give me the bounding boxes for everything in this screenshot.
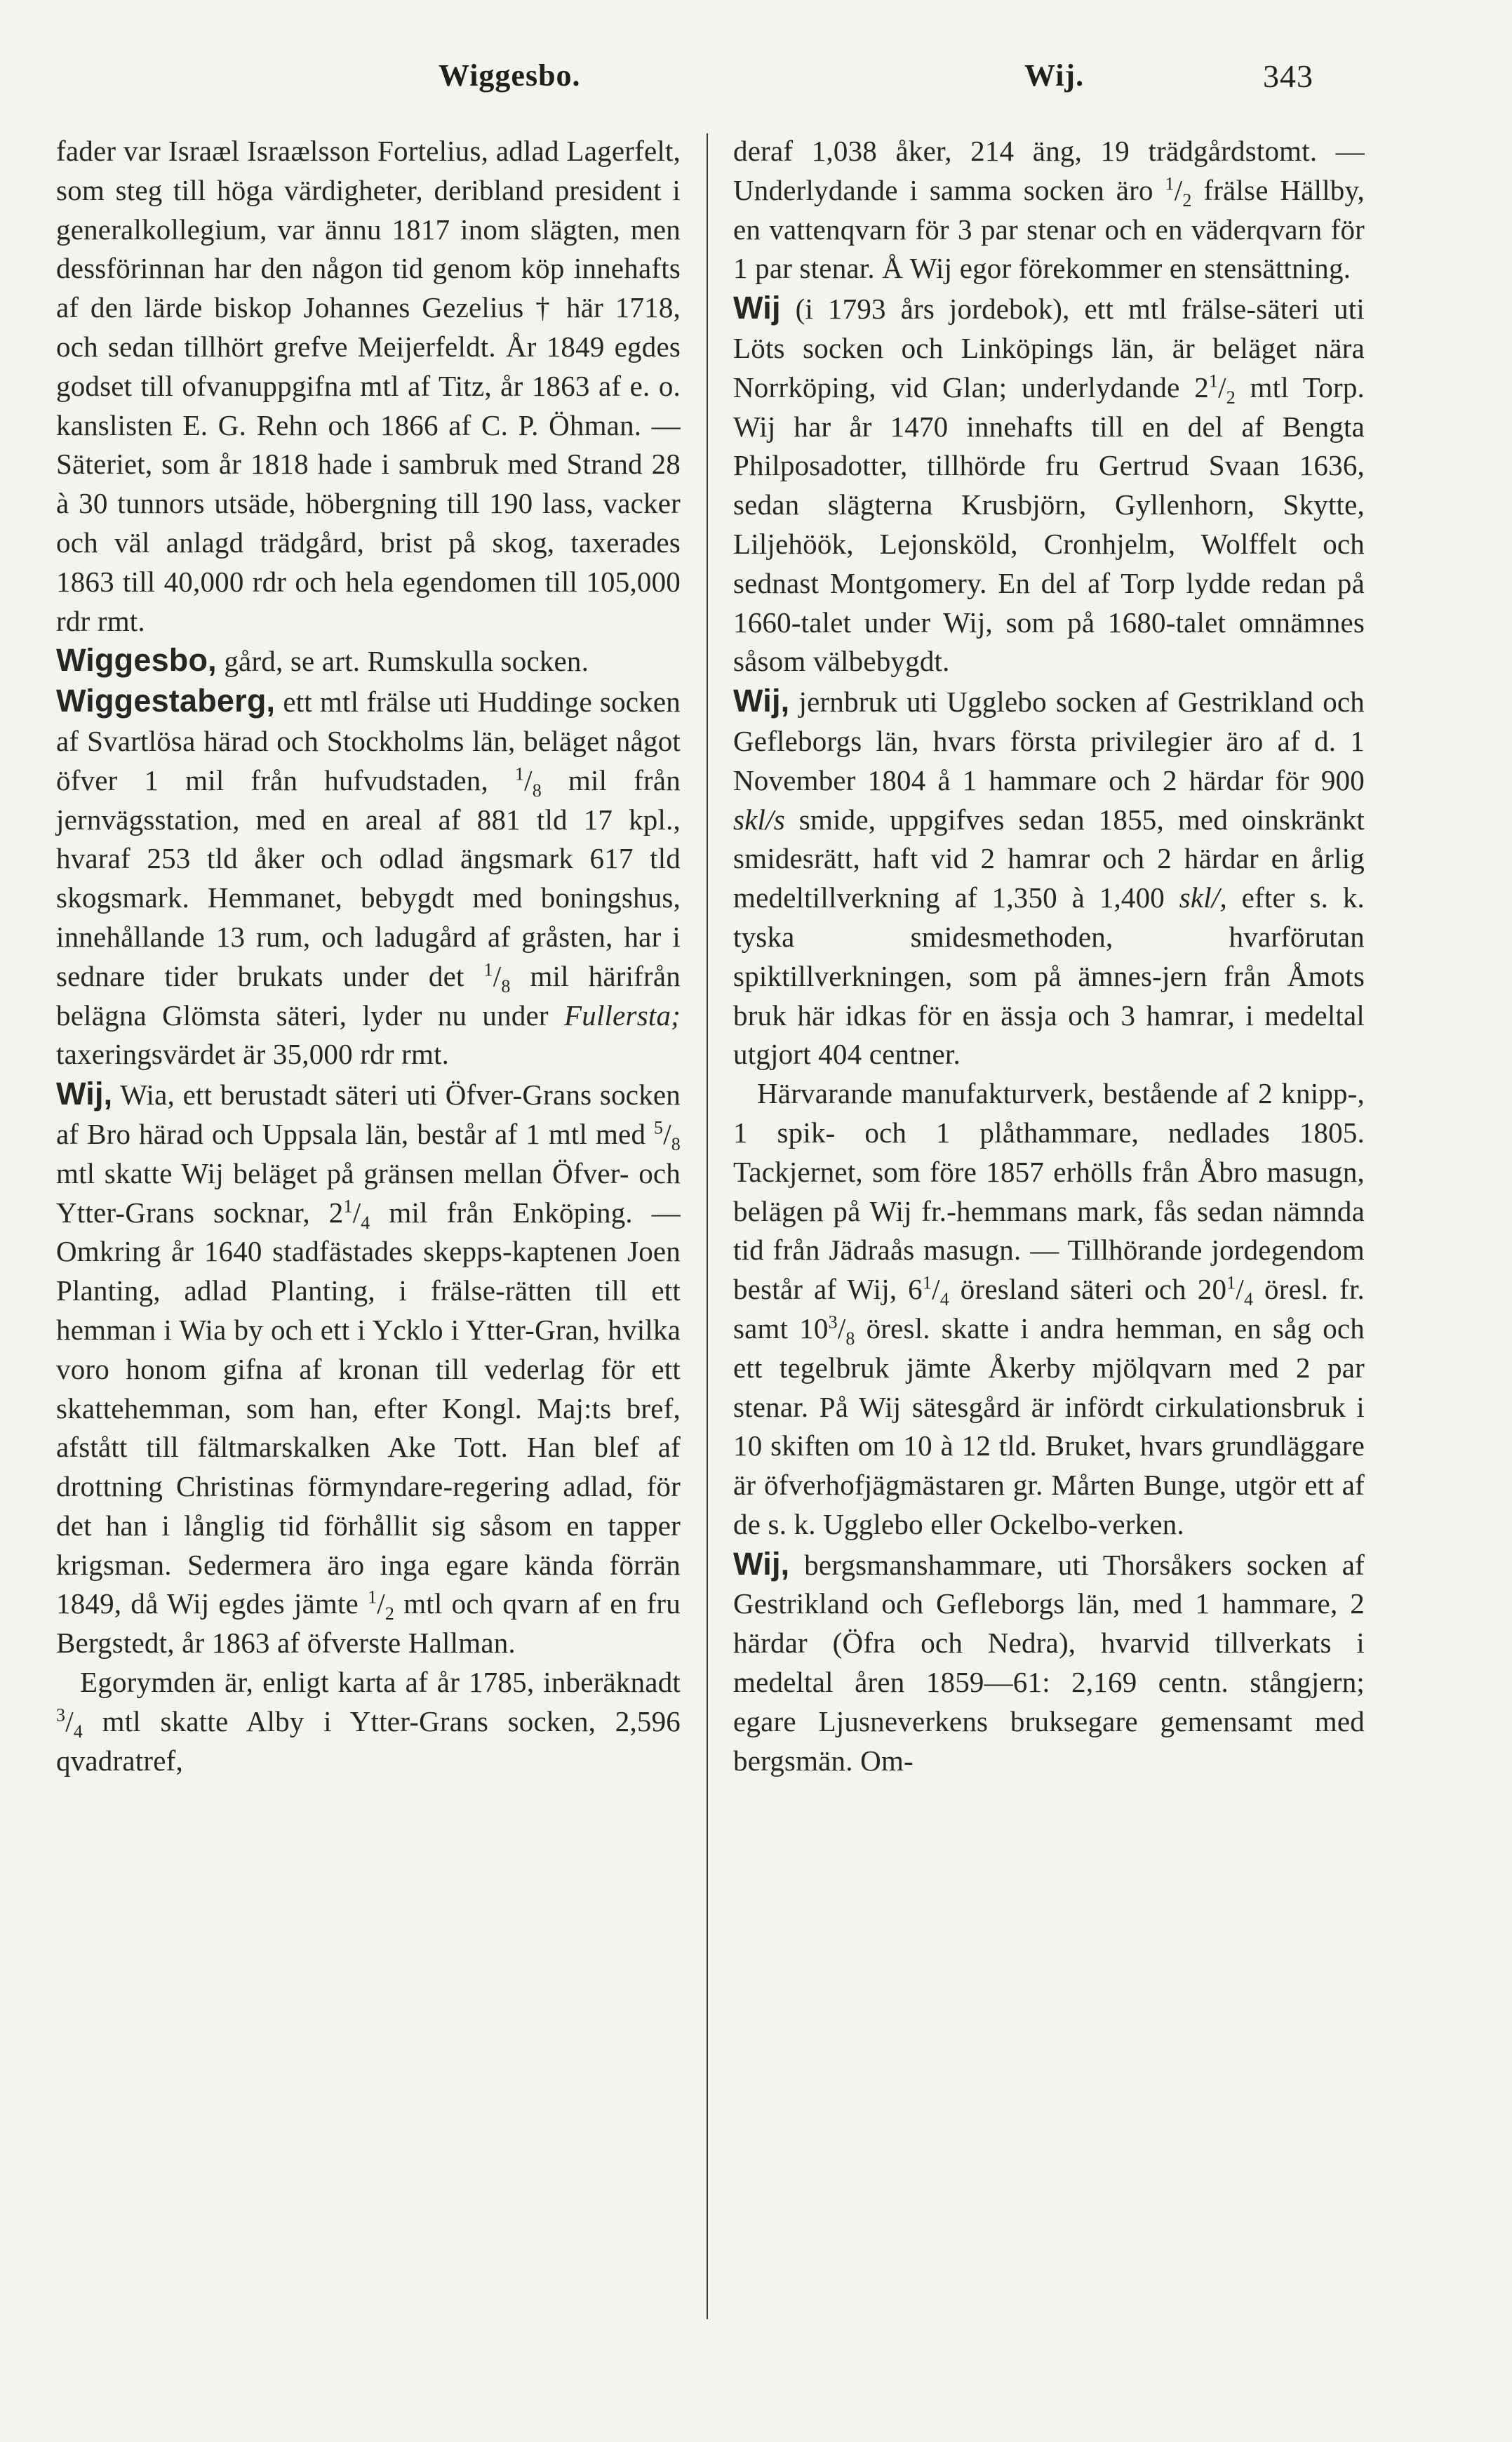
paragraph-manufakturverk: Härvarande manufakturverk, bestående af 2 knipp-, 1 spik- och 1 plåthammare, nedlades 1805. Tackjernet, som före 1857 erhölls från Åbro masugn, belägen på Wij fr.-hemmans mark, fås sedan nämnda tid från Jädraås masugn. — Tillhörande jordegendom består af Wij, $6^1/_4$ öresland säteri och $20^1/_4$ öresl. fr. samt $10^3/_8$ öresl. skatte i andra hemman, en såg och ett tegelbruk jämte Åkerby mjölqvarn med 2 par stenar. På Wij sätesgård är infördt cirkulationsbruk i 10 skiften om 10 à 12 tld. Bruket, hvars grundläggare är öfverhofjägmästaren gr. Mårten Bunge, utgör ett af de s. k. Ugglebo eller Ockelbo-verken.: [733, 1077, 1365, 1540]
headword: Wiggesbo,: [56, 642, 217, 679]
entry-wij-jernbruk: Wij, jernbruk uti Ugglebo socken af Gestrikland och Gefleborgs län, hvars första privilegier äro af d. 1 November 1804 å 1 hammare och 2 härdar för 900 skl/s smide, uppgifves sedan 1855, med oinskränkt smidesrätt, haft vid 2 hamrar och 2 härdar en årlig medeltillverkning af 1,350 à 1,400 skl/, efter s. k. tyska smidesmethoden, hvarförutan spiktillverkningen, som på ämnes-jern från Åmots bruk här idkas för en ässja och 3 hamrar, i medeltal utgjort 404 centner.: [733, 683, 1365, 1071]
headword: Wij,: [733, 683, 790, 719]
entry-wiggestaberg: Wiggestaberg, ett mtl frälse uti Huddinge socken af Svartlösa härad och Stockholms län, beläget något öfver 1 mil från hufvudstaden, $^1/_8$ mil från jernvägsstation, med en areal af 881 tld 17 kpl., hvaraf 253 tld åker och odlad ängsmark 617 tld skogsmark. Hemmanet, bebygdt med boningshus, innehållande 13 rum, och ladugård af gråsten, har i sednare tider brukats under $\det ^1/_8$ mil härifrån belägna Glömsta säteri, lyder nu under Fullersta; taxeringsvärdet är 35,000 rdr rmt.: [56, 683, 681, 1071]
paragraph-egorymden: Egorymden är, enligt karta af år 1785, inberäknadt $^3/_4$ mtl skatte Alby i Ytter-Grans socken, 2,596 qvadratref,: [56, 1666, 681, 1777]
page-number: 343: [1263, 58, 1313, 94]
column-divider: [707, 133, 708, 2319]
left-column: [56, 132, 681, 1780]
entry-wiggesbo: Wiggesbo, gård, se art. Rumskulla socken.: [56, 642, 589, 679]
entry-continuation: fader var Israæl Israælsson Fortelius, adlad Lagerfelt, som steg till höga värdigheter, deribland president i generalkollegium, var ännu 1817 inom slägten, men dessförinnan har den någon tid genom köp innehafts af den lärde biskop Johannes Gezelius † här 1718, och sedan tillhört grefve Meijerfeldt. År 1849 egdes godset till ofvanuppgifna mtl af Titz, år 1863 af e. o. kanslisten E. G. Rehn och 1866 af C. P. Öhman. — Säteriet, som år 1818 hade i sambruk med Strand 28 à 30 tunnors utsäde, höbergning till 190 lass, vacker och väl anlagd trädgård, brist på skog, taxerades 1863 till 40,000 rdr och hela egendomen till 105,000 rdr rmt.: [56, 135, 681, 637]
headword: Wij,: [733, 1545, 790, 1582]
entry-wij-wia: Wij, Wia, ett berustadt säteri uti Öfver-Grans socken af Bro härad och Uppsala län, består af 1 mtl med $^5/_8$ mtl skatte Wij beläget på gränsen mellan Öfver- och Ytter-Grans socknar, $2^1/_4$ mil från Enköping. — Omkring år 1640 stadfästades skepps-kaptenen Joen Planting, adlad Planting, i frälse-rätten till ett hemman i Wia by och ett i Ycklo i Ytter-Gran, hvilka voro honom gifna af kronan till vederlag för ett skattehemman, som han, efter Kongl. Maj:ts bref, afstått till fältmarskalken Ake Tott. Han blef af drottning Christinas förmyndare-regering adlad, för det han i långlig tid förhållit sig såsom en tapper krigsman. Sedermera äro inga egare kända förrän 1849, då Wij egdes jämte $^1/_2$ mtl och qvarn af en fru Bergstedt, år 1863 af öfverste Hallman.: [56, 1076, 681, 1660]
headword: Wij,: [56, 1076, 113, 1112]
entry-wij-lot: Wij (i 1793 års jordebok), ett mtl frälse-säteri uti Löts socken och Linköpings län, är beläget nära Norrköping, vid Glan; underlydande $2^1/_2$ mtl Torp. Wij har år 1470 innehafts till en del af Bengta Philposadotter, tillhörde fru Gertrud Svaan 1636, sedan slägterna Krusbjörn, Gyllenhorn, Skytte, Liljehöök, Lejonsköld, Cronhjelm, Wolffelt och sednast Montgomery. En del af Torp lydde redan på 1660-talet under Wij, som på 1680-talet omnämnes såsom välbebygdt.: [733, 290, 1365, 678]
running-head-left: Wiggesbo.: [439, 58, 581, 93]
right-column: [733, 132, 1365, 1780]
headword: Wiggestaberg,: [56, 683, 276, 719]
entry-wij-bergsmanshammare: Wij, bergsmanshammare, uti Thorsåkers socken af Gestrikland och Gefleborgs län, med 1 hammare, 2 härdar (Öfra och Nedra), hvarvid tillverkats i medeltal åren 1859—61: 2,169 centn. stångjern; egare Ljusneverkens bruksegare gemensamt med bergsmän. Om-: [733, 1545, 1365, 1777]
entry-continuation: deraf 1,038 åker, 214 äng, 19 trädgårdstomt. — Underlydande i samma socken äro $^1/_2$ frälse Hällby, en vattenqvarn för 3 par stenar och en väderqvarn för 1 par stenar. Å Wij egor förekommer en stensättning.: [733, 135, 1365, 285]
running-head-right: Wij.: [1024, 58, 1085, 93]
headword: Wij: [733, 290, 781, 326]
